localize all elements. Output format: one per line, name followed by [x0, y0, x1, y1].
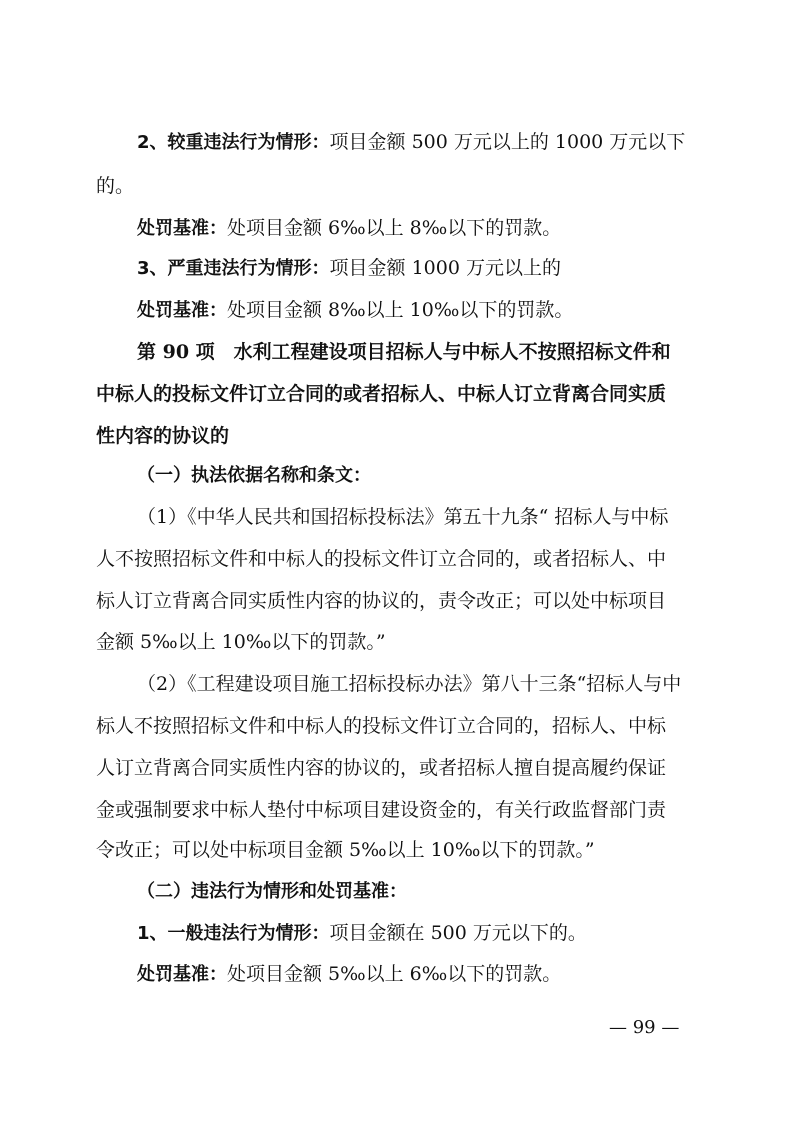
penalty3-text: 处项目金额 8‰以上 10‰以下的罚款。	[227, 299, 574, 321]
basis1-line1: （1）《中华人民共和国招标投标法》第五十九条“ 招标人与中标	[137, 506, 669, 528]
penalty2-label: 处罚基准：	[137, 218, 227, 239]
standard-heading: （二）违法行为情形和处罚基准：	[137, 881, 407, 902]
penalty1-text: 处项目金额 5‰以上 6‰以下的罚款。	[227, 963, 562, 985]
penalty1-label: 处罚基准：	[137, 964, 227, 985]
section3-text: 项目金额 1000 万元以上的	[329, 257, 561, 279]
basis2-line3: 人订立背离合同实质性内容的协议的，或者招标人擅自提高履约保证	[96, 757, 667, 779]
item90-title-line3: 性内容的协议的	[96, 425, 230, 447]
section2-text: 项目金额 500 万元以上的 1000 万元以下	[329, 131, 686, 153]
section2-line1	[137, 130, 685, 155]
penalty2-line	[137, 216, 561, 241]
basis2-line1: （2）《工程建设项目施工招标投标办法》第八十三条“招标人与中	[137, 673, 682, 695]
basis1-line4: 金额 5‰以上 10‰以下的罚款。”	[96, 631, 386, 653]
page-number: — 99 —	[609, 1017, 680, 1038]
penalty3-label: 处罚基准：	[137, 300, 227, 321]
section2-line2: 的。	[96, 175, 135, 197]
penalty2-text: 处项目金额 6‰以上 8‰以下的罚款。	[227, 217, 562, 239]
basis-heading: （一）执法依据名称和条文：	[137, 465, 371, 486]
section1-line	[137, 921, 587, 946]
section1-label: 1、一般违法行为情形：	[137, 923, 330, 944]
basis2-line2: 标人不按照招标文件和中标人的投标文件订立合同的，招标人、中标	[96, 715, 667, 737]
item90-title-line2: 中标人的投标文件订立合同的或者招标人、中标人订立背离合同实质	[96, 383, 667, 405]
basis2-line4: 金或强制要求中标人垫付中标项目建设资金的，有关行政监督部门责	[96, 799, 667, 821]
basis1-line3: 标人订立背离合同实质性内容的协议的，责令改正；可以处中标项目	[96, 590, 667, 612]
basis2-line5: 令改正；可以处中标项目金额 5‰以上 10‰以下的罚款。”	[96, 839, 595, 861]
section2-label: 2、较重违法行为情形：	[137, 132, 330, 153]
penalty3-line	[137, 298, 573, 323]
section1-text: 项目金额在 500 万元以下的。	[329, 922, 587, 944]
penalty1-line	[137, 962, 561, 987]
section3-label: 3、严重违法行为情形：	[137, 258, 330, 279]
item90-title-line1: 第 90 项 水利工程建设项目招标人与中标人不按照招标文件和	[137, 341, 671, 363]
basis1-line2: 人不按照招标文件和中标人的投标文件订立合同的，或者招标人、中	[96, 548, 667, 570]
section3-line	[137, 256, 561, 281]
